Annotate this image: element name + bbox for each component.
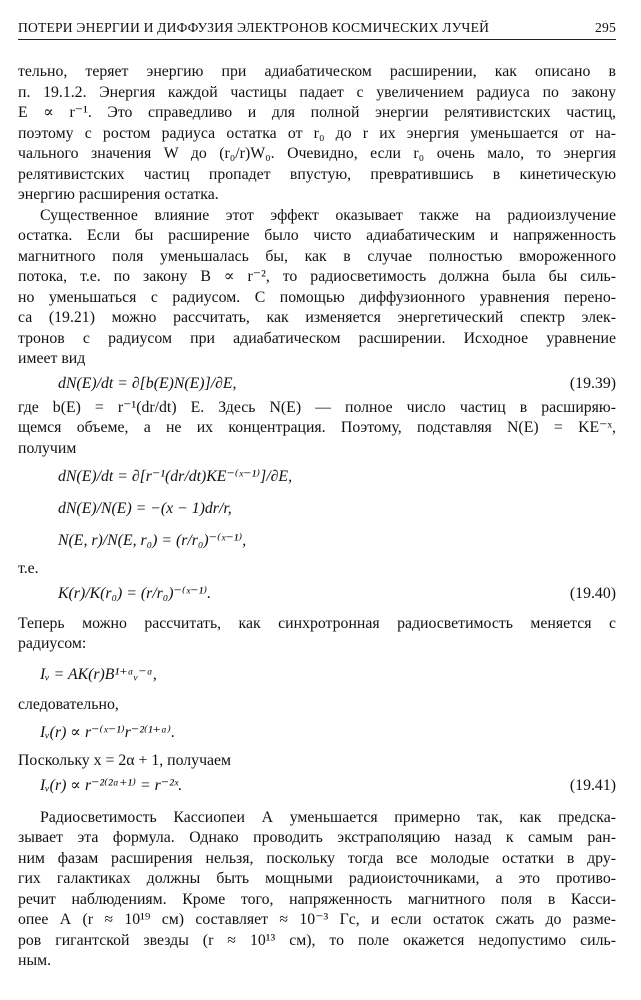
equation-synchrotron-luminosity bbox=[18, 661, 616, 689]
text-line: Существенное влияние этот эффект оказывает также на радиоизлучение bbox=[40, 206, 616, 224]
page-body bbox=[18, 62, 616, 972]
text-line: радиусом: bbox=[18, 635, 87, 652]
equation-derivation-2 bbox=[18, 495, 616, 523]
equation-19-39 bbox=[18, 370, 616, 398]
equation-number: (19.39) bbox=[569, 374, 616, 392]
running-header bbox=[18, 19, 616, 40]
text-line: энергию расширения остатка. bbox=[18, 186, 219, 203]
text-line: E ∝ r⁻¹. Это справедливо и для полной энергии релятивистских частиц, bbox=[18, 104, 616, 121]
equation-number: (19.40) bbox=[569, 584, 616, 602]
text-line: Теперь можно рассчитать, как синхротронная радиосветимость меняется с bbox=[18, 614, 616, 632]
paragraph-1 bbox=[18, 62, 616, 206]
text-line: магнитного поля уменьшалась бы, как в случае полностью вмороженного bbox=[18, 247, 616, 265]
text-line: чального значения W до (r₀/r)W₀. Очевидно, если r₀ очень мало, то энергия bbox=[18, 145, 616, 162]
equation-expression: dN(E)/dt = ∂[r⁻¹(dr/dt)KE⁻⁽ˣ⁻¹⁾]/∂E, bbox=[58, 468, 293, 485]
equation-expression: dN(E)/dt = ∂[b(E)N(E)]/∂E, bbox=[58, 374, 237, 392]
text-line: но уменьшаться с радиусом. С помощью диффузионного уравнения перено- bbox=[18, 288, 616, 306]
page-number: 295 bbox=[595, 20, 616, 35]
paragraph-4 bbox=[18, 614, 616, 655]
equation-expression: Iᵥ = AK(r)B¹⁺ᵅᵥ⁻ᵅ, bbox=[40, 665, 157, 683]
text-line: поэтому с ростом радиуса остатка от r₀ до r их энергия уменьшается от на- bbox=[18, 124, 616, 142]
text-line: релятивистских частиц пропадет впустую, превратившись в кинетическую bbox=[18, 165, 616, 183]
equation-luminosity-radius bbox=[18, 719, 616, 747]
paragraph-5 bbox=[18, 808, 616, 972]
paragraph-3 bbox=[18, 398, 616, 460]
text-line: ров гигантской звезды (r ≈ 10¹³ см), то поле окажется недопустимо силь- bbox=[18, 931, 616, 949]
equation-19-41 bbox=[18, 772, 616, 800]
text-line: тельно, теряет энергию при адиабатическом расширении, как описано в bbox=[18, 63, 616, 80]
book-page bbox=[18, 0, 616, 1000]
running-title: ПОТЕРИ ЭНЕРГИИ И ДИФФУЗИЯ ЭЛЕКТРОНОВ КОСМИЧЕСКИХ ЛУЧЕЙ bbox=[18, 20, 490, 35]
equation-expression: N(E, r)/N(E, r₀) = (r/r₀)⁻⁽ˣ⁻¹⁾, bbox=[58, 532, 247, 549]
text-line: получим bbox=[18, 439, 77, 457]
text-line: Радиосветимость Кассиопеи А уменьшается примерно так, как предска- bbox=[40, 808, 616, 826]
text-line: следовательно, bbox=[18, 695, 119, 713]
text-line: зывает эта формула. Однако проводить экстраполяцию назад к самым ран- bbox=[18, 829, 616, 846]
text-line: ним фазам расширения нельзя, поскольку тогда все молодые остатки в дру- bbox=[18, 849, 616, 867]
text-line: потока, т.е. по закону B ∝ r⁻², то радиосветимость должна была бы силь- bbox=[18, 268, 616, 285]
text-line: речит наблюдениям. Кроме того, напряженность магнитного поля в Касси- bbox=[18, 890, 616, 908]
equation-19-40 bbox=[18, 580, 616, 608]
equation-expression: Iᵥ(r) ∝ r⁻²⁽²ᵅ⁺¹⁾ = r⁻²ˣ. bbox=[40, 776, 183, 794]
text-line: где b(E) = r⁻¹(dr/dt) E. Здесь N(E) — полное число частиц в расширяю- bbox=[18, 398, 616, 416]
equation-expression: K(r)/K(r₀) = (r/r₀)⁻⁽ˣ⁻¹⁾. bbox=[58, 584, 212, 602]
text-line: имеет вид bbox=[18, 350, 86, 367]
text-line: п. 19.1.2. Энергия каждой частицы падает с увеличением радиуса по закону bbox=[18, 83, 616, 101]
text-line: ным. bbox=[18, 952, 52, 969]
text-line: щемся объеме, а не их концентрация. Поэтому, подставляя N(E) = KE⁻ˣ, bbox=[18, 419, 616, 436]
text-line: са (19.21) можно рассчитать, как изменяется энергетический спектр элек- bbox=[18, 309, 616, 326]
text-line: остатка. Если бы расширение было чисто адиабатическим и напряженность bbox=[18, 227, 616, 244]
text-line: тронов с радиусом при адиабатическом расширении. Исходное уравнение bbox=[18, 329, 616, 347]
equation-derivation-3 bbox=[18, 527, 616, 555]
text-line: т.е. bbox=[18, 560, 39, 577]
text-line: гих галактиках должны быть мощными радиоисточниками, а это противо- bbox=[18, 870, 616, 887]
equation-derivation-1 bbox=[18, 463, 616, 491]
equation-number: (19.41) bbox=[569, 776, 616, 794]
equation-expression: Iᵥ(r) ∝ r⁻⁽ˣ⁻¹⁾r⁻²⁽¹⁺ᵅ⁾. bbox=[40, 724, 176, 741]
text-line: Поскольку x = 2α + 1, получаем bbox=[18, 752, 232, 769]
equation-expression: dN(E)/N(E) = −(x − 1)dr/r, bbox=[58, 500, 232, 517]
paragraph-2 bbox=[18, 206, 616, 370]
text-line: опее А (r ≈ 10¹⁹ см) составляет ≈ 10⁻³ Гс, и если остаток сжать до разме- bbox=[18, 911, 616, 928]
